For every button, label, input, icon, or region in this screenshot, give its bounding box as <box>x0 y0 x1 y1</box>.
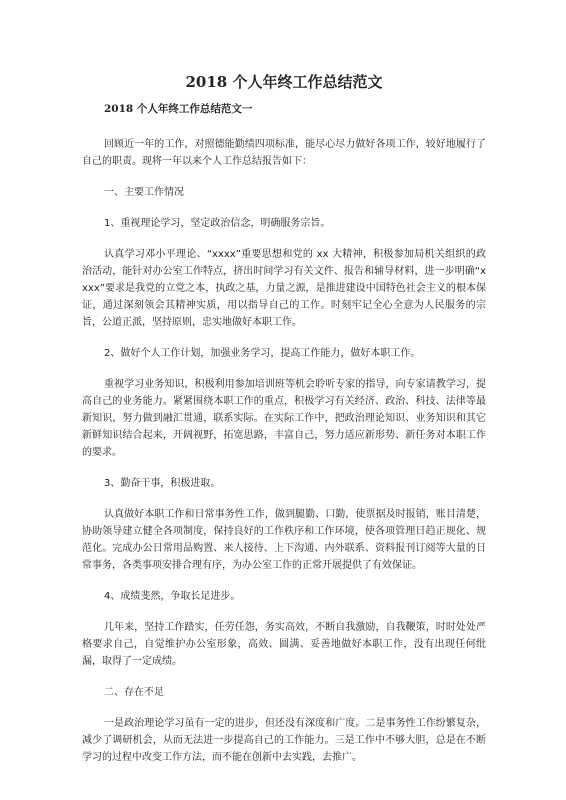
section-heading: 3、勤奋干事，积极进取。 <box>104 478 221 489</box>
paragraph: 一是政治理论学习虽有一定的进步，但还没有深度和广度。二是事务性工作纷繁复杂，减少了调研机会，从而无法进一步提高自己的工作能力。三是工作中不够大胆，总是在不断学习的过程中改变工作方法，而不能在创新中去实践，去推广。 <box>82 718 486 763</box>
section-heading: 2、做好个人工作计划，加强业务学习，提高工作能力，做好本职工作。 <box>104 348 421 359</box>
document-body <box>82 136 486 766</box>
paragraph: 回顾近一年的工作，对照德能勤绩四项标准，能尽心尽力做好各项工作，较好地履行了自己的职责。现将一年以来个人工作总结报告如下： <box>82 139 486 167</box>
paragraph: 几年来，坚持工作踏实，任劳任怨，务实高效，不断自我激励，自我鞭策，时时处处严格要求自己，自觉维护办公室形象，高效、圆满、妥善地做好本职工作，没有出现任何纰漏，取得了一定成绩。 <box>82 622 486 667</box>
document-subtitle: 2018 个人年终工作总结范文一 <box>104 103 253 115</box>
paragraph: 认真学习邓小平理论、“xxxx”重要思想和党的 xx 大精神，积极参加局机关组织的政治活动，能针对办公室工作特点，挤出时间学习有关文件、报告和辅导材料，进一步明确“xxxx”要求是我党的立党之本，执政之基，力量之源，是推进建设中国特色社会主义的根本保证，通过深刻领会其精神实质，用以指导自己的工作。时刻牢记全心全意为人民服务的宗旨，公道正派，坚持原则，忠实地做好本职工作。 <box>82 249 486 328</box>
section-heading: 二、存在不足 <box>104 687 164 698</box>
paragraph: 认真做好本职工作和日常事务性工作，做到腿勤、口勤，使票据及时报销，账目清楚，协助领导建立健全各项制度，保持良好的工作秩序和工作环境，使各项管理日趋正规化、规范化。完成办公日常用品购置、来人接待、上下沟通、内外联系、资料报刊订阅等大量的日常事务，各类事项安排合理有序，为办公室工作的正常开展提供了有效保证。 <box>82 509 486 571</box>
document-title: 2018 个人年终工作总结范文 <box>185 73 383 91</box>
section-heading: 4、成绩斐然，争取长足进步。 <box>104 591 241 602</box>
section-heading: 一、主要工作情况 <box>104 187 184 198</box>
paragraph: 重视学习业务知识，积极利用参加培训班等机会聆听专家的指导，向专家请教学习，提高自己的业务能力。紧紧围绕本职工作的重点，积极学习有关经济、政治、科技、法律等最新知识，努力做到融汇贯通，联系实际。在实际工作中，把政治理论知识、业务知识和其它新鲜知识结合起来，开阔视野，拓宽思路，丰富自己，努力适应新形势、新任务对本职工作的要求。 <box>82 379 486 458</box>
section-heading: 1、重视理论学习，坚定政治信念，明确服务宗旨。 <box>104 218 331 229</box>
